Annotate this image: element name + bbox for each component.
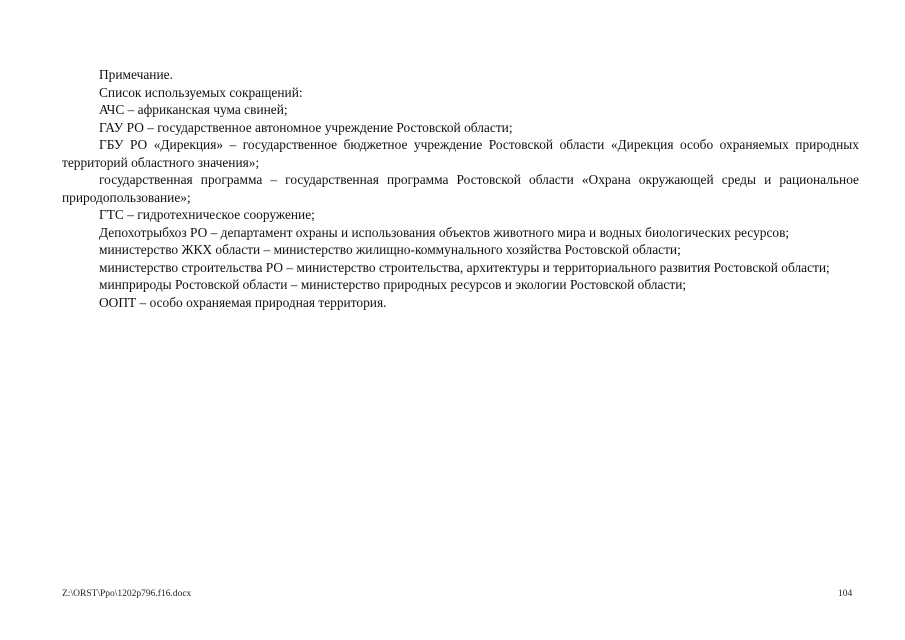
abbreviation-item: ООПТ – особо охраняемая природная территория. [99,294,387,310]
note-section [62,66,859,311]
abbreviation-item: ГАУ РО – государственное автономное учреждение Ростовской области; [99,119,513,135]
abbreviations-heading: Список используемых сокращений: [99,84,303,100]
abbreviation-item: министерство строительства РО – министерство строительства, архитектуры и территориального развития Ростовской области; [99,259,830,275]
abbreviation-item: Депохотрыбхоз РО – департамент охраны и использования объектов животного мира и водных биологических ресурсов; [99,224,790,240]
note-heading: Примечание. [99,67,173,82]
abbreviation-item: ГТС – гидротехническое сооружение; [99,207,315,222]
footer-file-path: Z:\ORST\Ppo\1202p796.f16.docx [62,589,192,599]
footer-page-number: 104 [838,589,853,599]
abbreviation-item: минприроды Ростовской области – министерство природных ресурсов и экологии Ростовской области; [99,277,687,292]
abbreviation-item: министерство ЖКХ области – министерство жилищно-коммунального хозяйства Ростовской области; [99,242,681,257]
abbreviation-item: АЧС – африканская чума свиней; [99,102,288,117]
abbreviation-item: государственная программа – государственная программа Ростовской области «Охрана окружающей среды и рациональное природопользование»; [62,172,859,205]
abbreviation-item: ГБУ РО «Дирекция» – государственное бюджетное учреждение Ростовской области «Дирекция особо охраняемых природных территорий областного значения»; [62,137,859,170]
